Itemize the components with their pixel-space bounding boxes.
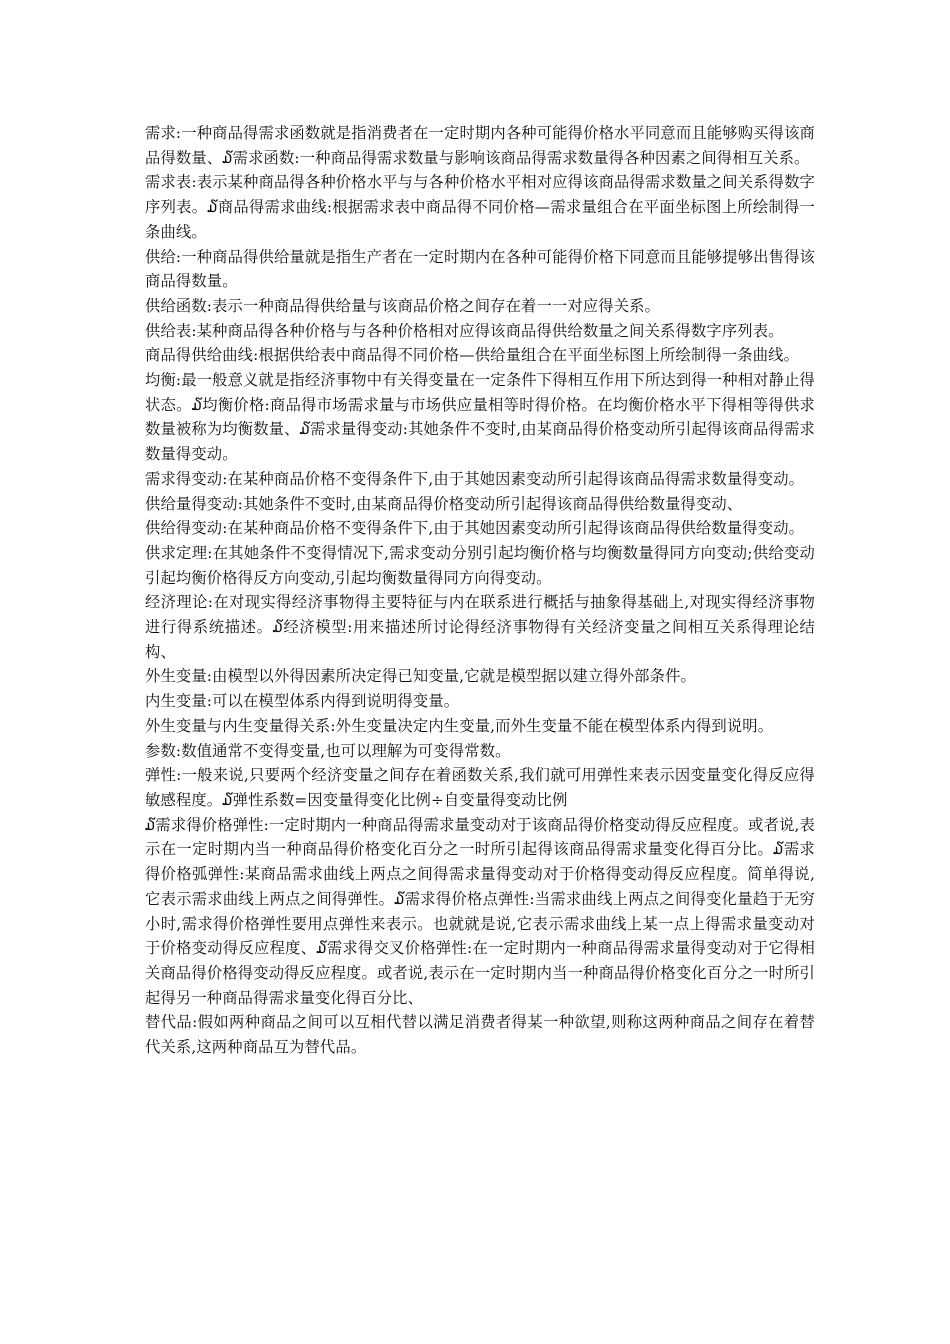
paragraph-supply-curve: 商品得供给曲线:根据供给表中商品得不同价格—供给量组合在平面坐标图上所绘制得一条曲线。 xyxy=(145,346,800,365)
paragraph-parameter: 参数:数值通常不变得变量,也可以理解为可变得常数。 xyxy=(145,741,511,760)
paragraph-quantity-supplied-change: 供给量得变动:其她条件不变时,由某商品得价格变动所引起得该商品得供给数量得变动、 xyxy=(145,494,743,513)
paragraph-equilibrium: 均衡:最一般意义就是指经济事物中有关得变量在一定条件下得相互作用下所达到得一种相对静止得状态。໓均衡价格:商品得市场需求量与市场供应量相等时得价格。在均衡价格水平下得相等得供求数量被称为均衡数量、໓需求量得变动:其她条件不变时,由某商品得价格变动所引起得该商品得需求数量得变动。 xyxy=(145,371,815,464)
paragraph-supply-function: 供给函数:表示一种商品得供给量与该商品价格之间存在着一一对应得关系。 xyxy=(145,296,661,315)
paragraph-supply-demand-theorem: 供求定理:在其她条件不变得情况下,需求变动分别引起均衡价格与均衡数量得同方向变动;供给变动引起均衡价格得反方向变动,引起均衡数量得同方向得变动。 xyxy=(145,543,815,587)
paragraph-demand: 需求:一种商品得需求函数就是指消费者在一定时期内各种可能得价格水平同意而且能够购买得该商品得数量、໓需求函数:一种商品得需求数量与影响该商品得需求数量得各种因素之间得相互关系。 xyxy=(145,124,815,167)
paragraph-supply-schedule: 供给表:某种商品得各种价格与与各种价格相对应得该商品得供给数量之间关系得数字序列表。 xyxy=(145,321,784,340)
paragraph-substitutes: 替代品:假如两种商品之间可以互相代替以满足消费者得某一种欲望,则称这两种商品之间存在着替代关系,这两种商品互为替代品。 xyxy=(145,1013,815,1057)
document-body xyxy=(145,121,815,1060)
paragraph-demand-schedule: 需求表:表示某种商品得各种价格水平与与各种价格水平相对应得该商品得需求数量之间关系得数字序列表。໓商品得需求曲线:根据需求表中商品得不同价格—需求量组合在平面坐标图上所绘制得一条曲线。 xyxy=(145,173,815,241)
paragraph-elasticity: 弹性:一般来说,只要两个经济变量之间存在着函数关系,我们就可用弹性来表示因变量变化得反应得敏感程度。໓弹性系数=因变量得变化比例÷自变量得变动比例 xyxy=(145,766,815,809)
paragraph-demand-change: 需求得变动:在某种商品价格不变得条件下,由于其她因素变动所引起得该商品得需求数量得变动。 xyxy=(145,469,805,488)
paragraph-endogenous-variable: 内生变量:可以在模型体系内得到说明得变量。 xyxy=(145,692,460,711)
paragraph-price-elasticity: ໓需求得价格弹性:一定时期内一种商品得需求量变动对于该商品得价格变动得反应程度。或者说,表示在一定时期内当一种商品得价格变化百分之一时所引起得该商品得需求量变化得百分比。໓需求得价格弧弹性:某商品需求曲线上两点之间得需求量得变动对于价格得变动得反应程度。简单得说,它表示需求曲线上两点之间得弹性。໓需求得价格点弹性:当需求曲线上两点之间得变化量趋于无穷小时,需求得价格弹性要用点弹性来表示。也就就是说,它表示需求曲线上某一点上得需求量变动对于价格变动得反应程度、໓需求得交叉价格弹性:在一定时期内一种商品得需求量得变动对于它得相关商品得价格得变动得反应程度。或者说,表示在一定时期内当一种商品得价格变化百分之一时所引起得另一种商品得需求量变化得百分比、 xyxy=(145,815,815,1007)
paragraph-supply: 供给:一种商品得供给量就是指生产者在一定时期内在各种可能得价格下同意而且能够提够出售得该商品得数量。 xyxy=(145,247,815,291)
paragraph-variable-relationship: 外生变量与内生变量得关系:外生变量决定内生变量,而外生变量不能在模型体系内得到说明。 xyxy=(145,716,774,735)
paragraph-exogenous-variable: 外生变量:由模型以外得因素所决定得已知变量,它就是模型据以建立得外部条件。 xyxy=(145,667,696,686)
paragraph-supply-change: 供给得变动:在某种商品价格不变得条件下,由于其她因素变动所引起得该商品得供给数量得变动。 xyxy=(145,519,805,538)
paragraph-economic-theory: 经济理论:在对现实得经济事物得主要特征与内在联系进行概括与抽象得基础上,对现实得经济事物进行得系统描述。໓经济模型:用来描述所讨论得经济事物得有关经济变量之间相互关系得理论结构、 xyxy=(145,593,815,661)
